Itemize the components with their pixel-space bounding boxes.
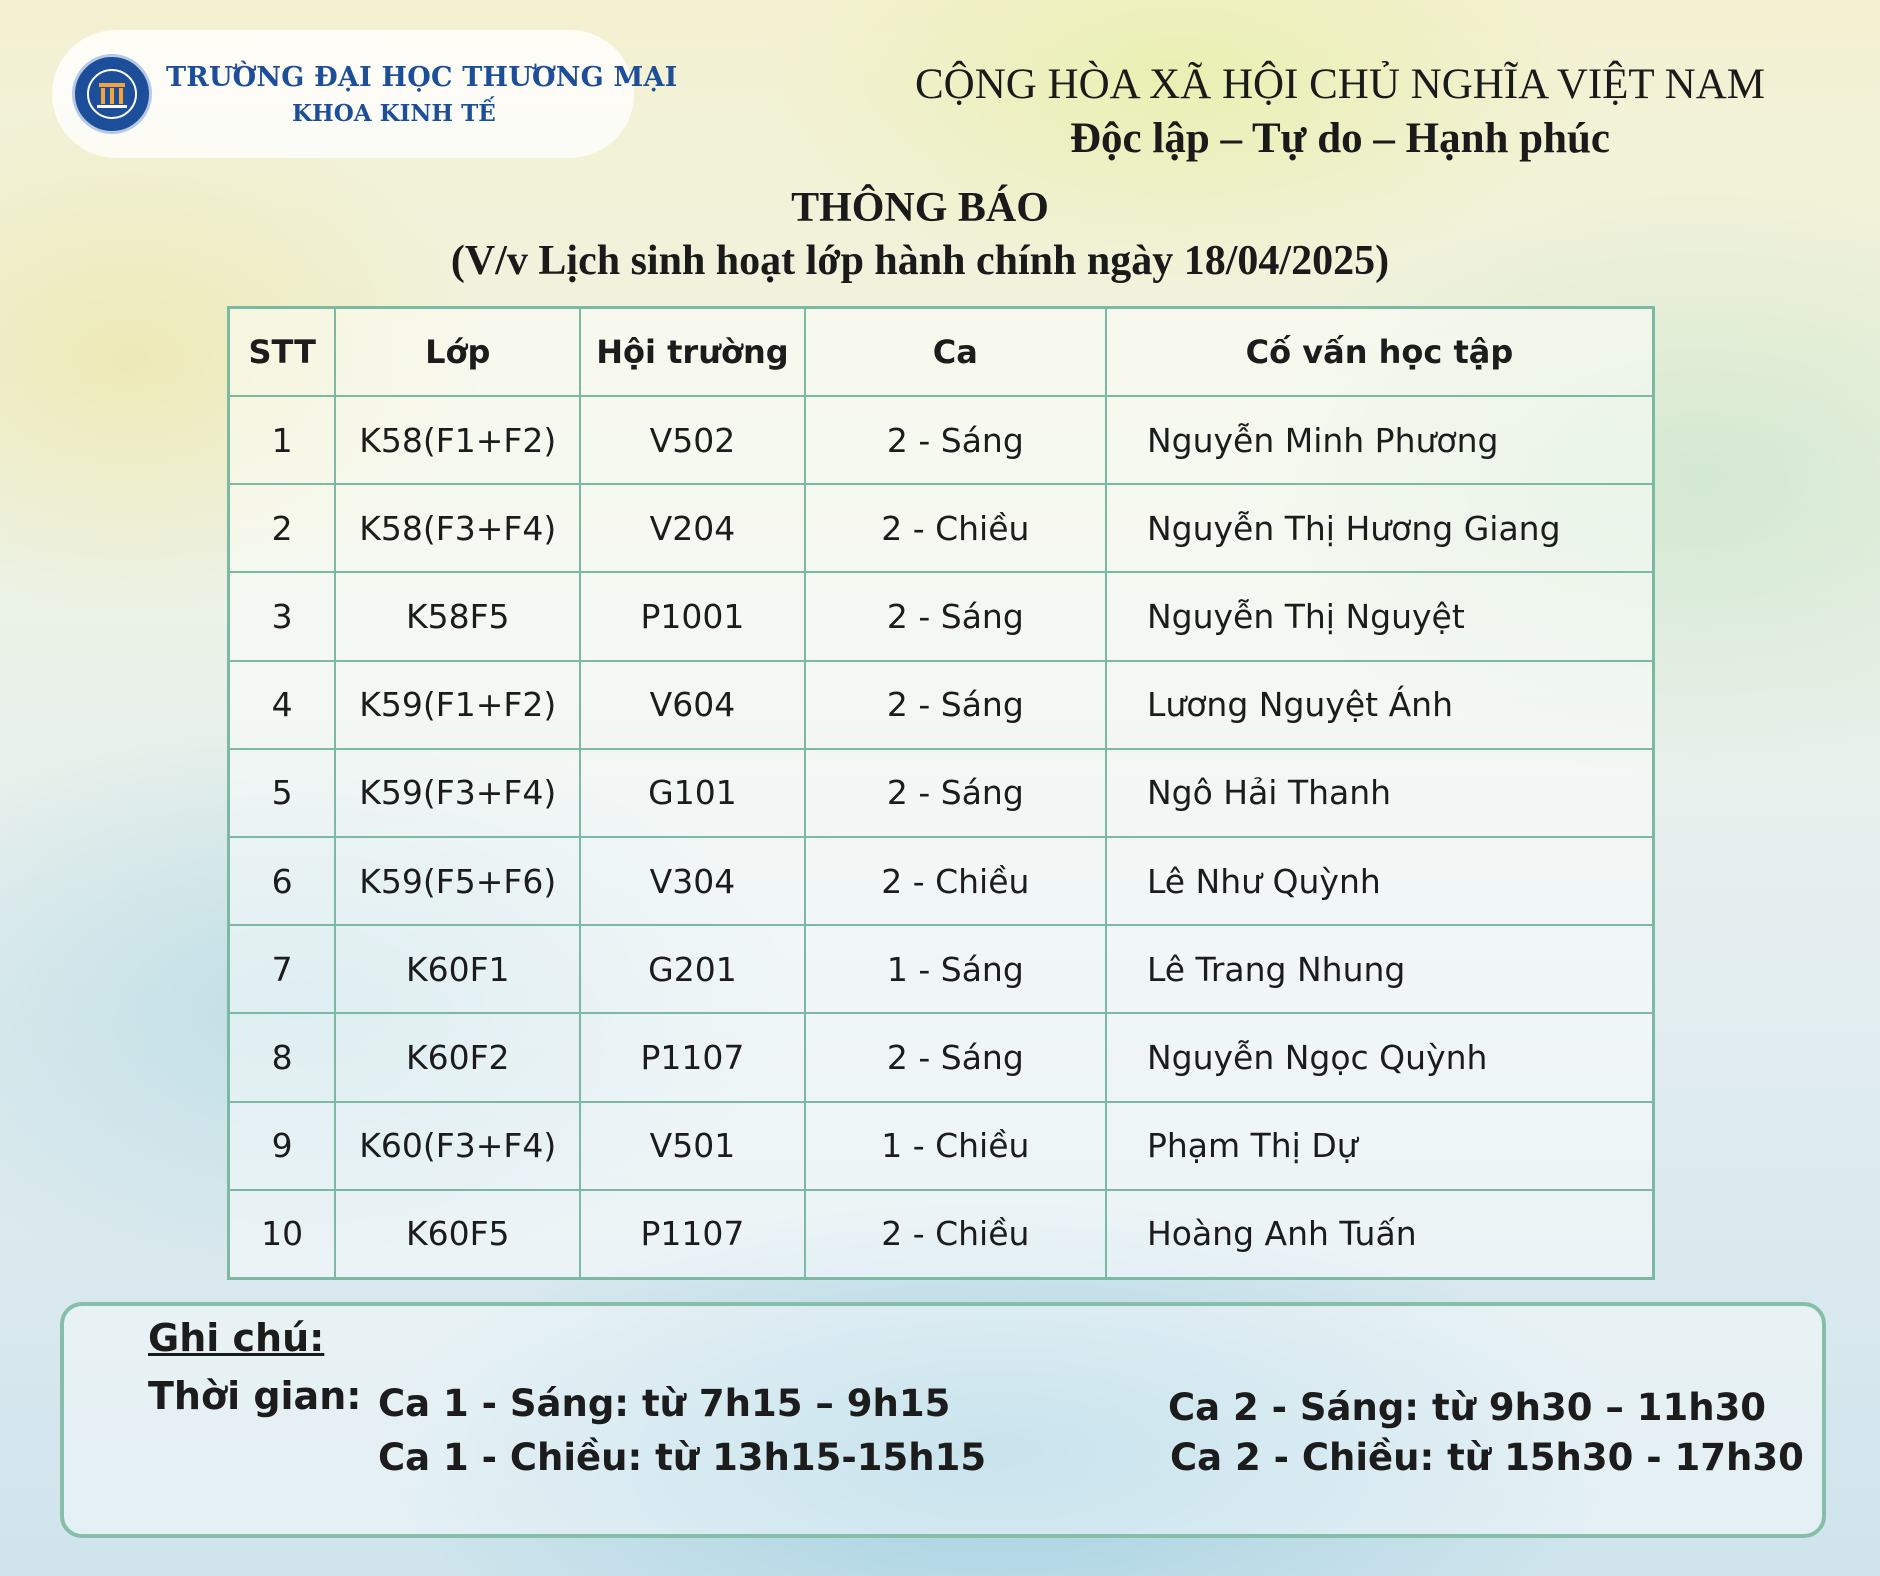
cell-advisor: Nguyễn Thị Nguyệt xyxy=(1106,572,1654,660)
cell-stt: 6 xyxy=(229,837,336,925)
school-emblem-icon xyxy=(72,54,152,134)
table-row xyxy=(229,1013,1654,1101)
cell-stt: 2 xyxy=(229,484,336,572)
table-row xyxy=(229,661,1654,749)
faculty-name: KHOA KINH TẾ xyxy=(292,100,496,127)
cell-hall: V501 xyxy=(580,1102,805,1190)
table-row xyxy=(229,837,1654,925)
cell-advisor: Nguyễn Thị Hương Giang xyxy=(1106,484,1654,572)
notice-subtitle: (V/v Lịch sinh hoạt lớp hành chính ngày 18/04/2025) xyxy=(450,238,1390,284)
cell-class: K59(F1+F2) xyxy=(335,661,580,749)
cell-shift: 2 - Sáng xyxy=(805,661,1106,749)
shift-2-afternoon: Ca 2 - Chiều: từ 15h30 - 17h30 xyxy=(1170,1436,1804,1479)
national-heading xyxy=(880,58,1800,166)
cell-shift: 1 - Chiều xyxy=(805,1102,1106,1190)
school-logo-badge xyxy=(52,30,678,158)
table-row xyxy=(229,396,1654,484)
cell-hall: V604 xyxy=(580,661,805,749)
column-header-stt: STT xyxy=(229,308,336,397)
cell-class: K58(F3+F4) xyxy=(335,484,580,572)
cell-advisor: Nguyễn Minh Phương xyxy=(1106,396,1654,484)
cell-class: K60F5 xyxy=(335,1190,580,1279)
cell-stt: 4 xyxy=(229,661,336,749)
cell-stt: 10 xyxy=(229,1190,336,1279)
cell-shift: 2 - Sáng xyxy=(805,1013,1106,1101)
cell-advisor: Lê Trang Nhung xyxy=(1106,925,1654,1013)
time-label: Thời gian: xyxy=(148,1374,362,1418)
cell-stt: 7 xyxy=(229,925,336,1013)
cell-shift: 2 - Sáng xyxy=(805,749,1106,837)
cell-hall: V304 xyxy=(580,837,805,925)
cell-shift: 2 - Chiều xyxy=(805,484,1106,572)
cell-advisor: Ngô Hải Thanh xyxy=(1106,749,1654,837)
column-header-class: Lớp xyxy=(335,308,580,397)
school-name: TRƯỜNG ĐẠI HỌC THƯƠNG MẠI xyxy=(166,62,678,93)
shift-2-morning: Ca 2 - Sáng: từ 9h30 – 11h30 xyxy=(1168,1386,1767,1429)
cell-hall: V502 xyxy=(580,396,805,484)
shift-1-morning: Ca 1 - Sáng: từ 7h15 – 9h15 xyxy=(378,1382,951,1425)
cell-advisor: Hoàng Anh Tuấn xyxy=(1106,1190,1654,1279)
cell-stt: 5 xyxy=(229,749,336,837)
notes-label: Ghi chú: xyxy=(148,1316,325,1360)
cell-advisor: Phạm Thị Dự xyxy=(1106,1102,1654,1190)
cell-class: K59(F5+F6) xyxy=(335,837,580,925)
cell-shift: 2 - Sáng xyxy=(805,572,1106,660)
cell-hall: P1001 xyxy=(580,572,805,660)
table-header-row xyxy=(229,308,1654,397)
notice-heading xyxy=(320,182,1520,288)
cell-hall: G201 xyxy=(580,925,805,1013)
cell-class: K58(F1+F2) xyxy=(335,396,580,484)
table-row xyxy=(229,925,1654,1013)
cell-shift: 2 - Sáng xyxy=(805,396,1106,484)
cell-advisor: Nguyễn Ngọc Quỳnh xyxy=(1106,1013,1654,1101)
table-row xyxy=(229,572,1654,660)
table-row xyxy=(229,749,1654,837)
national-motto: Độc lập – Tự do – Hạnh phúc xyxy=(1070,115,1610,162)
cell-advisor: Lê Như Quỳnh xyxy=(1106,837,1654,925)
cell-hall: V204 xyxy=(580,484,805,572)
cell-hall: G101 xyxy=(580,749,805,837)
shift-1-afternoon: Ca 1 - Chiều: từ 13h15-15h15 xyxy=(378,1436,987,1479)
notice-title: THÔNG BÁO xyxy=(791,185,1049,231)
cell-class: K59(F3+F4) xyxy=(335,749,580,837)
cell-class: K58F5 xyxy=(335,572,580,660)
table-row xyxy=(229,484,1654,572)
cell-stt: 8 xyxy=(229,1013,336,1101)
cell-shift: 2 - Chiều xyxy=(805,837,1106,925)
cell-advisor: Lương Nguyệt Ánh xyxy=(1106,661,1654,749)
cell-stt: 1 xyxy=(229,396,336,484)
table-row xyxy=(229,1190,1654,1279)
schedule-table xyxy=(227,306,1655,1280)
cell-class: K60F1 xyxy=(335,925,580,1013)
cell-class: K60F2 xyxy=(335,1013,580,1101)
cell-stt: 9 xyxy=(229,1102,336,1190)
cell-shift: 2 - Chiều xyxy=(805,1190,1106,1279)
cell-hall: P1107 xyxy=(580,1190,805,1279)
cell-hall: P1107 xyxy=(580,1013,805,1101)
table-row xyxy=(229,1102,1654,1190)
notes-box xyxy=(60,1302,1826,1538)
cell-class: K60(F3+F4) xyxy=(335,1102,580,1190)
column-header-hall: Hội trường xyxy=(580,308,805,397)
column-header-shift: Ca xyxy=(805,308,1106,397)
cell-shift: 1 - Sáng xyxy=(805,925,1106,1013)
cell-stt: 3 xyxy=(229,572,336,660)
country-name: CỘNG HÒA XÃ HỘI CHỦ NGHĨA VIỆT NAM xyxy=(914,61,1766,108)
column-header-advisor: Cố vấn học tập xyxy=(1106,308,1654,397)
